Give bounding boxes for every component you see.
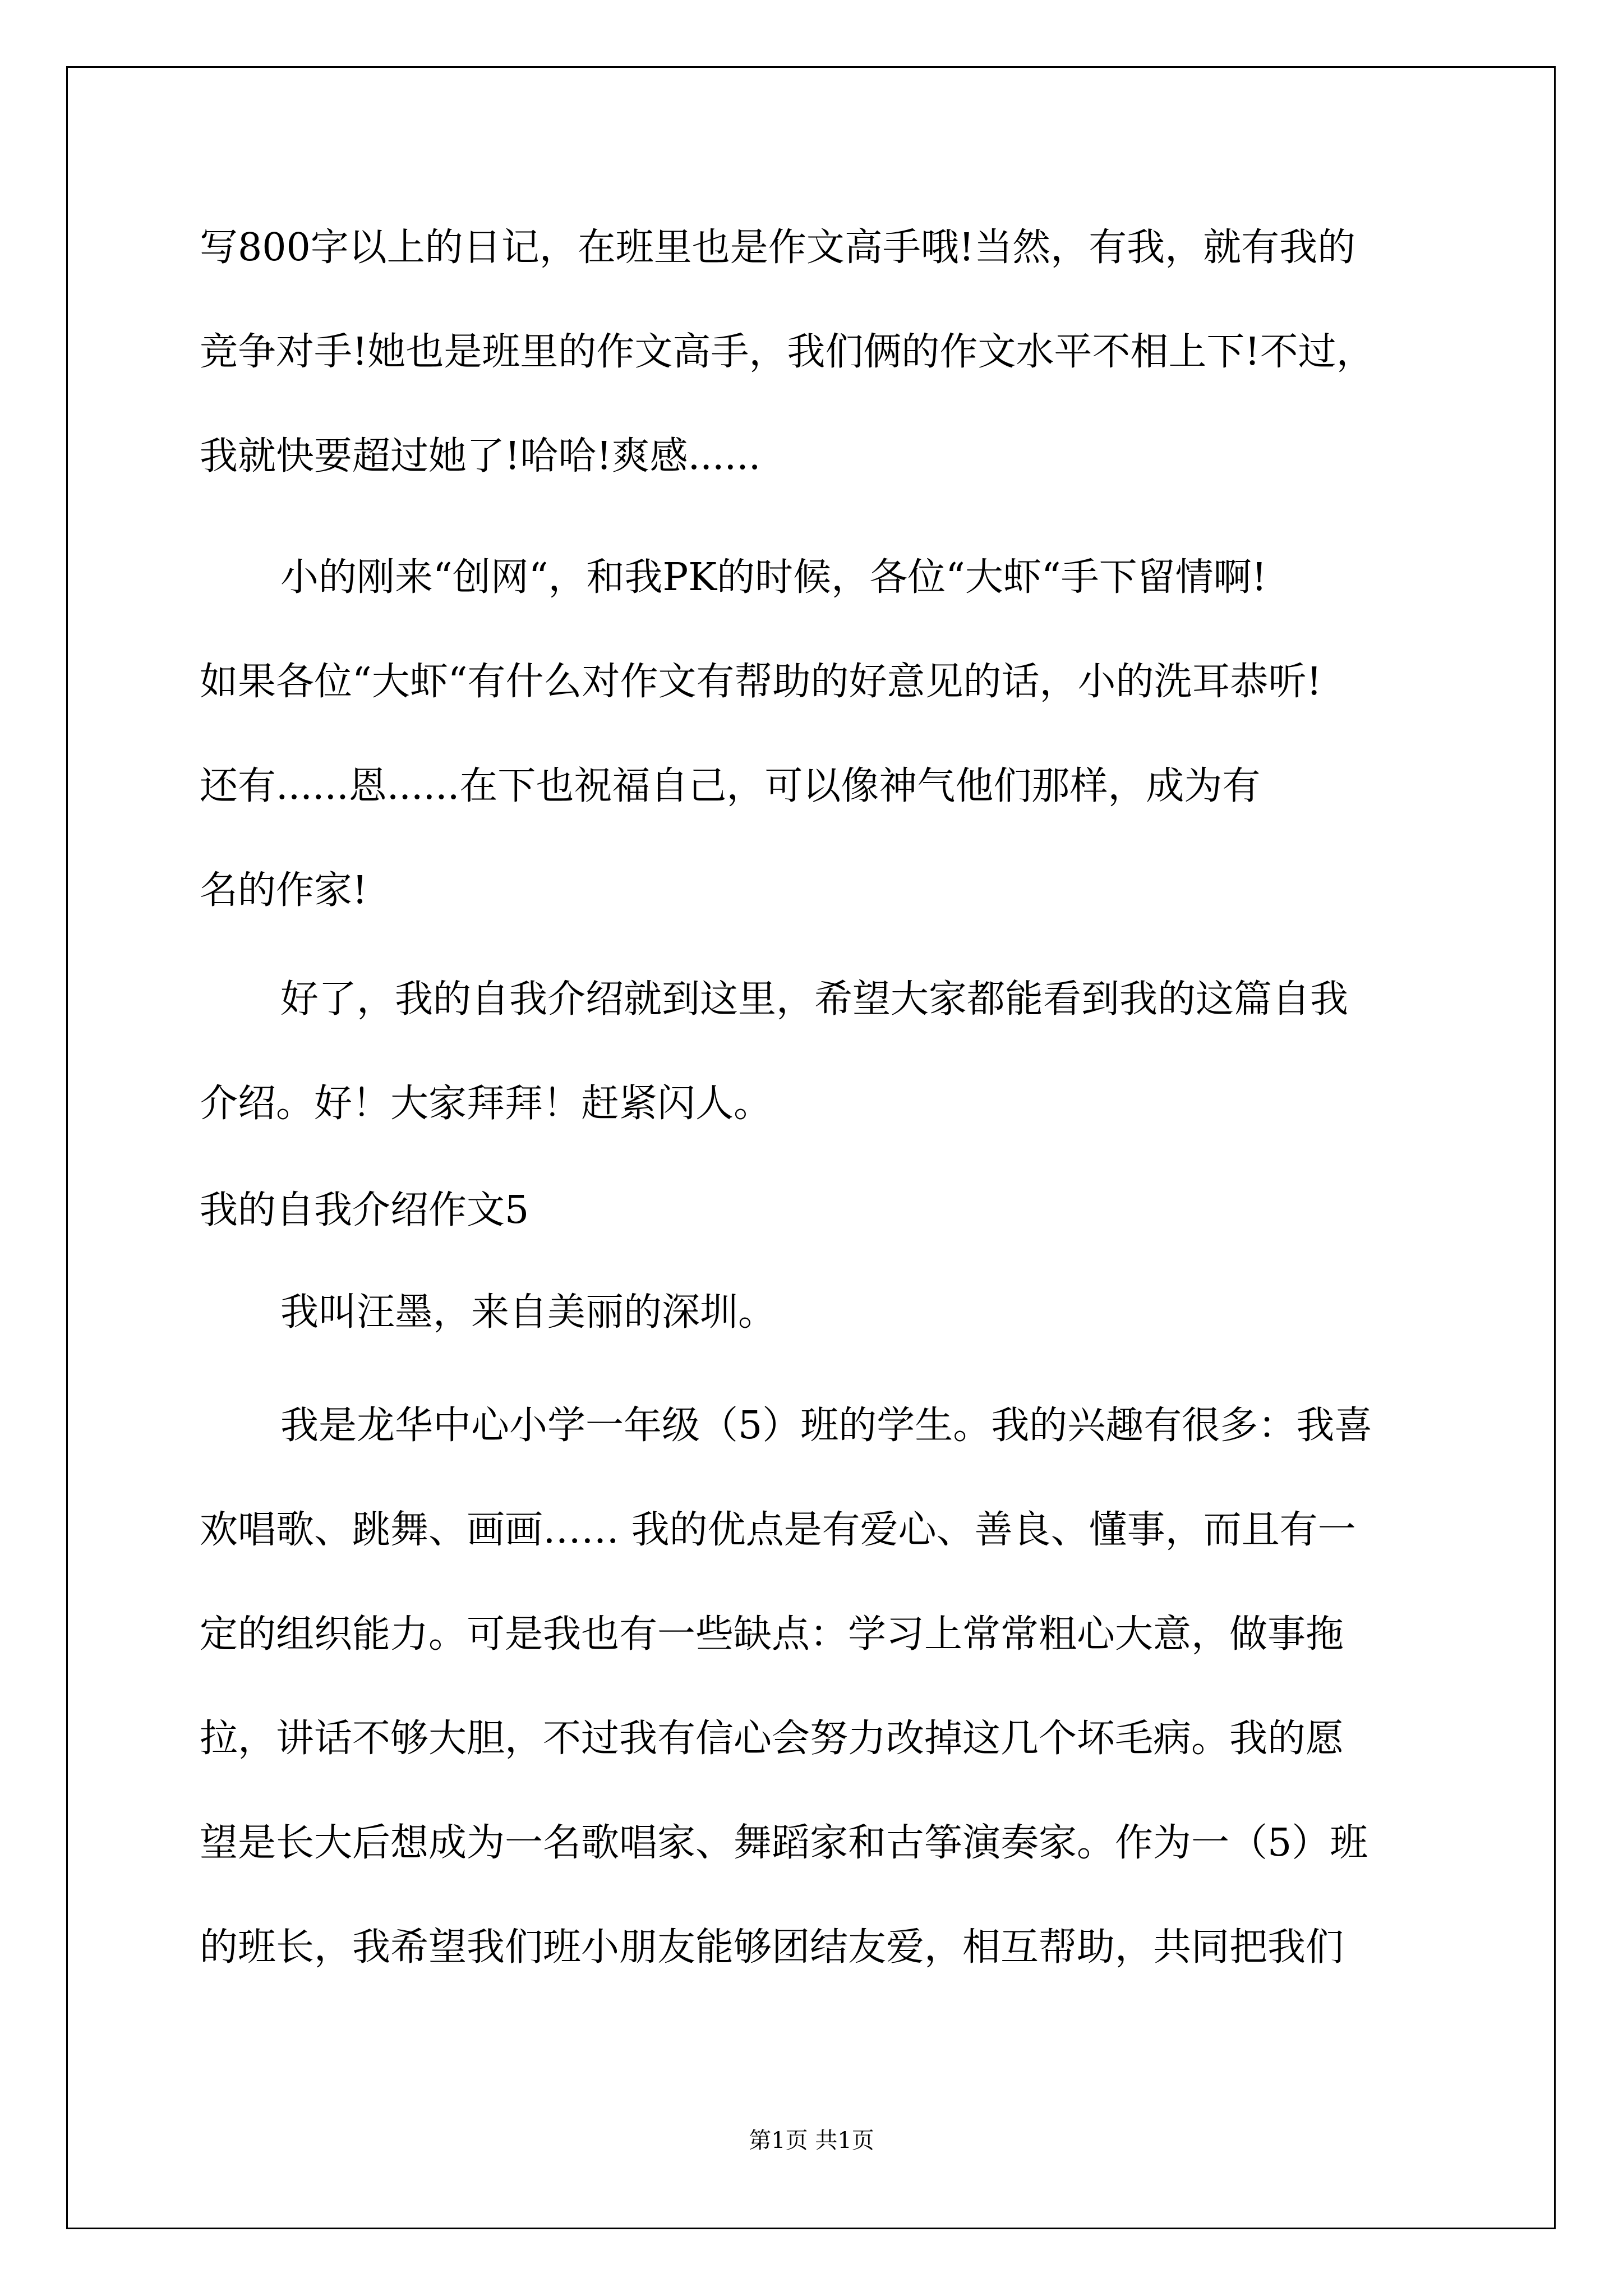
paragraph-first-line: 小的刚来“创网“，和我PK的时候，各位“大虾“手下留情啊! (280, 555, 1267, 600)
text-line: 如果各位“大虾“有什么对作文有帮助的好意见的话，小的洗耳恭听! (200, 660, 1322, 704)
paragraph-first-line: 我叫汪墨，来自美丽的深圳。 (280, 1290, 777, 1335)
section-heading: 我的自我介绍作文5 (200, 1188, 529, 1232)
paragraph-first-line: 我是龙华中心小学一年级（5）班的学生。我的兴趣有很多：我喜 (280, 1404, 1373, 1448)
paragraph-first-line: 好了，我的自我介绍就到这里，希望大家都能看到我的这篇自我 (280, 977, 1349, 1022)
text-line: 的班长，我希望我们班小朋友能够团结友爱，相互帮助，共同把我们 (200, 1925, 1344, 1970)
text-line: 还有......恩......在下也祝福自己，可以像神气他们那样，成为有 (200, 764, 1261, 808)
text-line: 望是长大后想成为一名歌唱家、舞蹈家和古筝演奏家。作为一（5）班 (200, 1821, 1368, 1865)
page-border (66, 66, 1556, 2229)
text-line: 名的作家! (200, 868, 368, 913)
text-line: 欢唱歌、跳舞、画画…… 我的优点是有爱心、善良、懂事，而且有一 (200, 1508, 1356, 1552)
page-footer: 第1页 共1页 (749, 2128, 874, 2154)
text-line: 竞争对手!她也是班里的作文高手，我们俩的作文水平不相上下!不过， (200, 330, 1375, 374)
text-line: 我就快要超过她了!哈哈!爽感...... (200, 434, 761, 478)
text-line: 定的组织能力。可是我也有一些缺点：学习上常常粗心大意，做事拖 (200, 1612, 1344, 1657)
text-line: 介绍。好！大家拜拜！赶紧闪人。 (200, 1082, 772, 1126)
text-line: 写800字以上的日记，在班里也是作文高手哦!当然，有我，就有我的 (200, 226, 1356, 270)
text-line: 拉，讲话不够大胆，不过我有信心会努力改掉这几个坏毛病。我的愿 (200, 1717, 1344, 1761)
